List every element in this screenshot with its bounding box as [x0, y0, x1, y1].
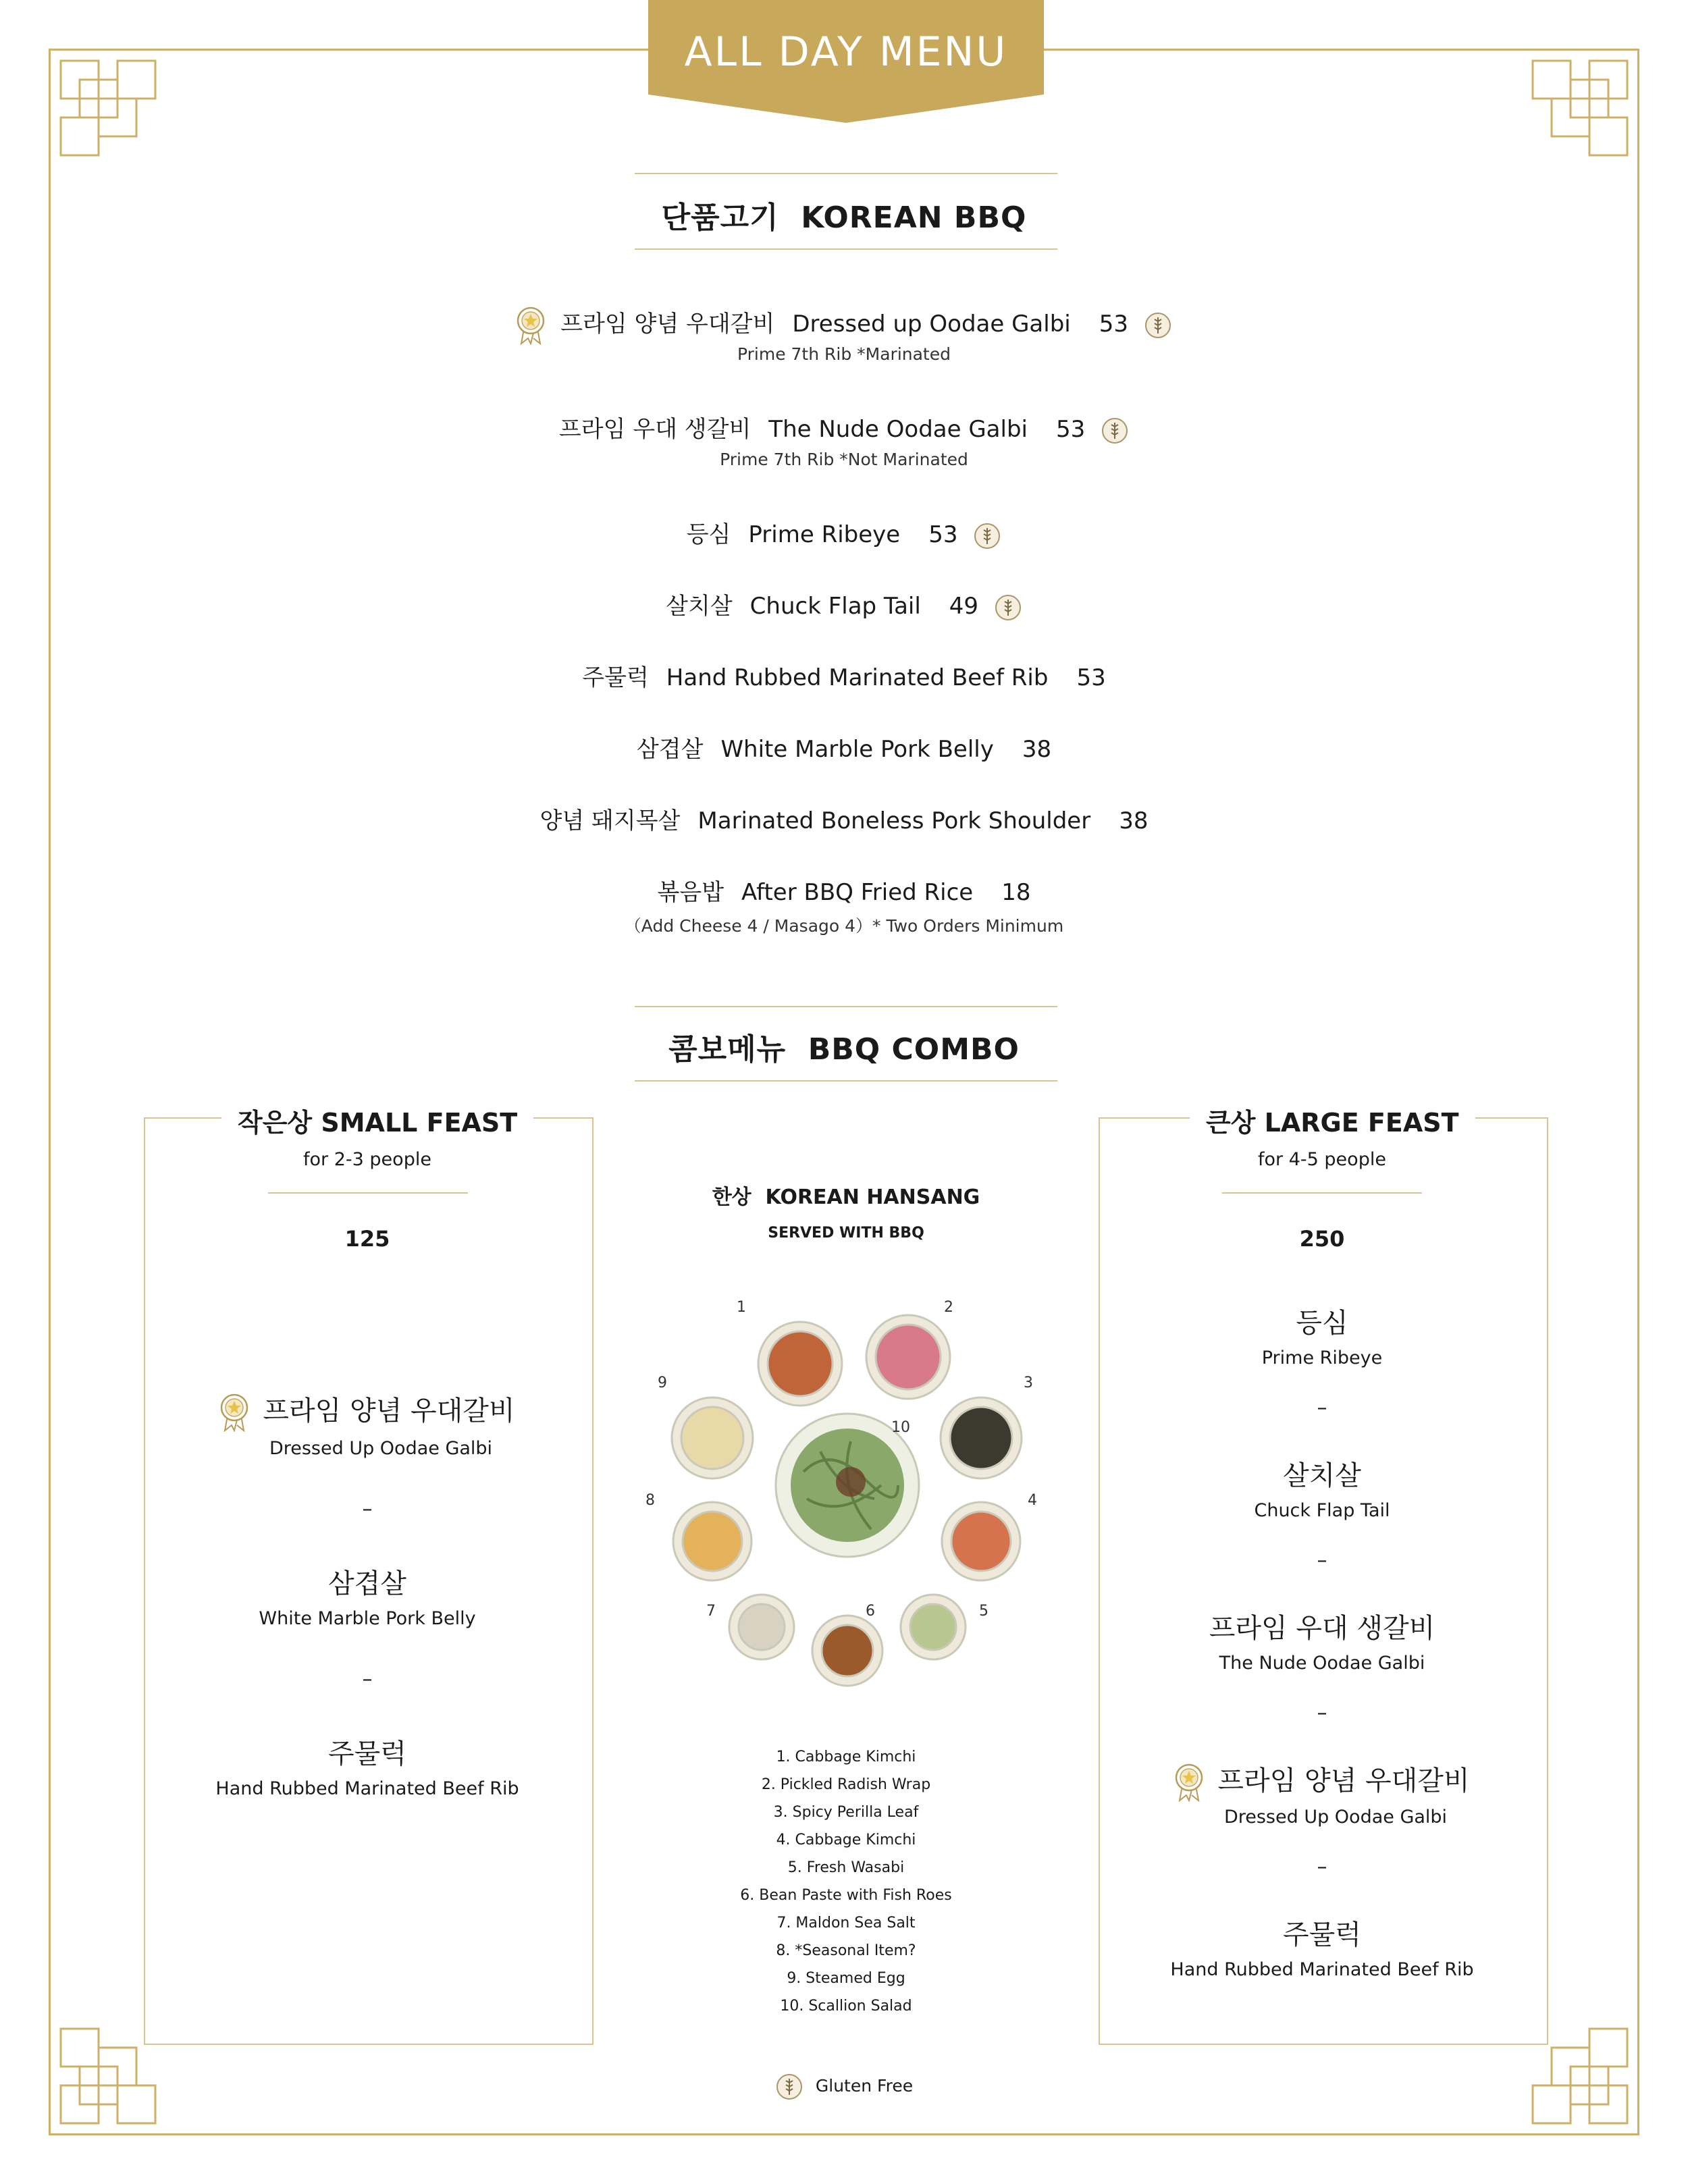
legend-item: 10. Scallion Salad: [780, 1998, 912, 2015]
small-feast-item-en: White Marble Pork Belly: [259, 1608, 476, 1629]
separator: –: [1317, 1549, 1327, 1572]
large-feast-item: 프라임 우대 생갈비: [1209, 1613, 1435, 1644]
menu-item: 프라임 우대 생갈비 The Nude Oodae Galbi 53: [0, 410, 1688, 445]
award-ribbon-icon: [219, 1393, 249, 1432]
menu-item: 프라임 양념 우대갈비 Dressed up Oodae Galbi 53: [0, 305, 1688, 345]
wheat-gf-icon: [1101, 417, 1129, 445]
menu-item: 주물럭 Hand Rubbed Marinated Beef Rib 53: [582, 664, 1106, 691]
small-feast-price: 125: [344, 1226, 390, 1252]
legend-item: 1. Cabbage Kimchi: [776, 1749, 916, 1765]
dish-number: 5: [979, 1603, 988, 1620]
large-feast-item-en: Hand Rubbed Marinated Beef Rib: [1170, 1959, 1474, 1980]
dish-number: 9: [658, 1375, 667, 1391]
separator: –: [362, 1497, 373, 1521]
award-ribbon-icon: [516, 306, 546, 345]
large-feast-people: for 4-5 people: [1258, 1149, 1386, 1170]
hansang-illustration: [648, 1289, 1040, 1708]
menu-item: 삼겹살 White Marble Pork Belly 38: [636, 736, 1052, 763]
wheat-gf-icon: [775, 2073, 803, 2101]
legend-item: 6. Bean Paste with Fish Roes: [740, 1887, 952, 1904]
large-feast-price: 250: [1299, 1226, 1345, 1252]
legend-item: 3. Spicy Perilla Leaf: [773, 1804, 919, 1821]
small-feast-title: 작은상 SMALL FEAST: [221, 1102, 533, 1139]
dish-number: 2: [944, 1299, 953, 1316]
menu-item: 양념 돼지목살 Marinated Boneless Pork Shoulder 38: [539, 807, 1149, 834]
dish-number: 4: [1028, 1492, 1037, 1509]
dish-number: 6: [866, 1603, 875, 1620]
wheat-gf-icon: [1144, 311, 1172, 340]
legend-item: 9. Steamed Egg: [787, 1970, 905, 1987]
section-rule: [635, 1006, 1057, 1007]
separator: –: [362, 1668, 373, 1691]
dish-number: 3: [1024, 1375, 1033, 1391]
large-feast-item-en: The Nude Oodae Galbi: [1219, 1653, 1425, 1674]
hansang-title: 한상 KOREAN HANSANG: [712, 1186, 980, 1209]
section-title-korean-bbq: 단품고기 KOREAN BBQ: [661, 201, 1027, 235]
menu-item: 살치살 Chuck Flap Tail 49: [0, 587, 1688, 622]
separator: –: [1317, 1855, 1327, 1879]
large-feast-item: 살치살: [1283, 1460, 1361, 1491]
separator: –: [1317, 1701, 1327, 1725]
wheat-gf-icon: [973, 522, 1001, 550]
legend-item: 5. Fresh Wasabi: [787, 1859, 905, 1876]
small-feast-item-en: Dressed Up Oodae Galbi: [269, 1438, 493, 1459]
small-feast-item: 주물럭: [328, 1738, 406, 1769]
section-title-bbq-combo: 콤보메뉴 BBQ COMBO: [668, 1032, 1020, 1067]
legend-item: 8. *Seasonal Item?: [776, 1942, 916, 1959]
menu-title: ALL DAY MENU: [684, 28, 1008, 76]
legend-item: 4. Cabbage Kimchi: [776, 1832, 916, 1848]
menu-item-note: （Add Cheese 4 / Masago 4）* Two Orders Minimum: [624, 916, 1064, 936]
menu-item: 볶음밥 After BBQ Fried Rice 18: [657, 879, 1031, 906]
large-feast-item-en: Dressed Up Oodae Galbi: [1223, 1807, 1448, 1828]
large-feast-item: 주물럭: [1283, 1919, 1361, 1950]
legend-item: 2. Pickled Radish Wrap: [761, 1776, 931, 1793]
section-rule: [635, 173, 1057, 174]
large-feast-item-en: Chuck Flap Tail: [1254, 1500, 1390, 1521]
wheat-gf-icon: [994, 593, 1022, 622]
dish-number: 10: [891, 1419, 910, 1436]
large-feast-item: 등심: [1296, 1308, 1348, 1339]
large-feast-panel: [1099, 1117, 1548, 2045]
hansang-legend: [675, 1743, 1017, 2020]
panel-rule: [1222, 1192, 1422, 1194]
small-feast-item: 삼겹살: [328, 1568, 406, 1599]
menu-item: 등심 Prime Ribeye 53: [0, 516, 1688, 550]
menu-item-note: Prime 7th Rib *Not Marinated: [720, 450, 968, 469]
hansang-served: SERVED WITH BBQ: [768, 1225, 924, 1242]
dish-number: 1: [737, 1299, 746, 1316]
section-rule: [635, 248, 1057, 250]
corner-ornament-top-left: [49, 49, 157, 157]
menu-item-note: Prime 7th Rib *Marinated: [737, 344, 951, 364]
legend-item: 7. Maldon Sea Salt: [776, 1915, 916, 1932]
corner-ornament-top-right: [1531, 49, 1639, 157]
gluten-free-legend: Gluten Free: [0, 2073, 1688, 2101]
award-ribbon-icon: [1174, 1763, 1204, 1802]
panel-rule: [268, 1192, 468, 1194]
large-feast-item-en: Prime Ribeye: [1261, 1348, 1383, 1368]
separator: –: [1317, 1396, 1327, 1420]
dish-number: 7: [706, 1603, 716, 1620]
small-feast-people: for 2-3 people: [303, 1149, 431, 1170]
small-feast-item: 프라임 양념 우대갈비: [144, 1389, 591, 1432]
dish-number: 8: [645, 1492, 655, 1509]
large-feast-item: 프라임 양념 우대갈비: [1099, 1759, 1546, 1802]
section-rule: [635, 1080, 1057, 1082]
small-feast-item-en: Hand Rubbed Marinated Beef Rib: [215, 1778, 519, 1799]
large-feast-title: 큰상 LARGE FEAST: [1190, 1102, 1475, 1139]
